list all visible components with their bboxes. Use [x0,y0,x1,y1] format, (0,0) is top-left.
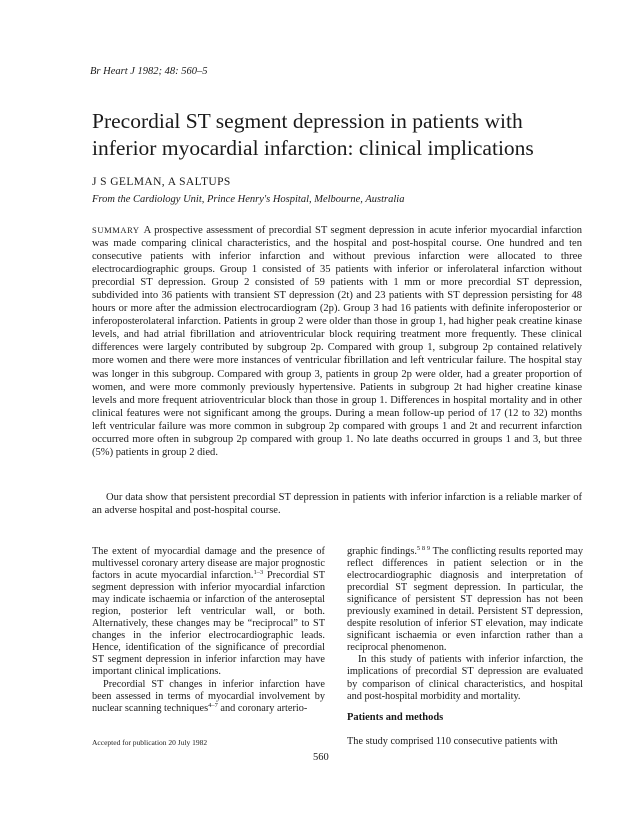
body-paragraph: The study comprised 110 consecutive patients with [347,736,558,747]
journal-reference: Br Heart J 1982; 48: 560–5 [90,66,208,77]
citation: 5 8 9 [416,545,431,552]
affiliation: From the Cardiology Unit, Prince Henry's Hospital, Melbourne, Australia [92,194,405,205]
body-paragraph: In this study of patients with inferior infarction, the implications of precordial ST depression are evaluated by comparison of clinical characteristics, and hospital and post-hospital morbidity and mortality. [347,654,583,702]
citation: 1–3 [253,569,264,577]
body-text: The conflicting results reported may reflect differences in patient selection or in the electrocardiographic diagnosis and interpretation of precordial ST segment depression. In particular, the significance of persistent ST depression has not been previously examined in detail. Persistent ST depression, despite resolution of inferior ST elevation, may indicate significant ischaemia or even infarction rather than a reciprocal phenomenon. [347,546,583,654]
body-column-left [92,546,325,715]
page-number: 560 [313,752,329,763]
summary-paragraph [92,224,582,459]
body-column-right [347,546,583,703]
body-text: The extent of myocardial damage and the presence of multivessel coronary artery disease are major prognostic factors in acute myocardial infarction. [92,546,325,582]
summary-label: SUMMARY [92,225,140,235]
summary-text: A prospective assessment of precordial ST segment depression in acute inferior myocardial infarction was made comparing clinical characteristics, and the hospital and post-hospital course. One hundred and ten consecutive patients with inferior infarction and without previous infarction were allocated to three electrocardiographic groups. Group 1 consisted of 35 patients with inferior or inferolateral infarction without precordial ST depression. Group 2 consisted of 59 patients with 1 mm or more precordial ST depression, subdivided into 36 patients with transient ST depression (2t) and 23 patients with ST depression persisting for 48 hours or more after the admission electrocardiogram (2p). Group 3 had 16 patients with definite inferoposterior or inferoposterolateral infarction. Patients in group 2 were older than those in group 1, had higher peak creatine kinase levels, and had atrial fibrillation and atrioventricular block requiring treatment more frequently. These clinical differences were largely contributed by subgroup 2p. Compared with group 1, subgroup 2p contained relatively more women and there were more instances of ventricular fibrillation and left ventricular failure. The hospital stay was longer in this subgroup. Compared with group 3, patients in group 2p were older, had a greater proportion of women, and were more commonly previously hypertensive. Patients in subgroup 2t had higher creatine kinase levels and more frequent atrioventricular block than those in group 1. Differences in hospital mortality and in other clinical features were not significant among the groups. During a mean follow-up period of 17 (12 to 32) months left ventricular failure was more common in subgroup 2p compared with groups 1 and 2t and recurrent infarction occurred more often in subgroup 2p compared with group 1. No late deaths occurred in groups 1 and 3, but three (5%) patients in group 2 died. [92,225,582,458]
body-text: graphic findings. [347,546,417,557]
body-text: Precordial ST changes in inferior infarction have been assessed in terms of myocardial involvement by nuclear scanning techniques [92,678,325,714]
body-paragraph [347,546,583,654]
body-text: and coronary arterio- [217,702,308,714]
body-text: Precordial ST segment depression with inferior myocardial infarction may indicate ischaemia or infarction of the anteroseptal region, posterior left ventricular wall, or both. Alternatively, these changes may be “reciprocal” to ST changes in the inferior electrocardiographic leads. Hence, identification of the significance of precordial ST segment depression in inferior infarction may have important clinical implications. [92,570,325,678]
summary-conclusion: Our data show that persistent precordial ST depression in patients with inferior infarction is a reliable marker of an adverse hospital and post-hospital course. [92,492,582,517]
article-title: Precordial ST segment depression in patients with inferior myocardial infarction: clinical implications [92,109,534,160]
body-paragraph [92,546,325,679]
authors: J S GELMAN, A SALTUPS [92,176,231,188]
footnote: Accepted for publication 20 July 1982 [92,738,208,747]
body-paragraph [92,679,325,715]
citation: 4–7 [208,701,218,709]
section-heading: Patients and methods [347,712,444,723]
